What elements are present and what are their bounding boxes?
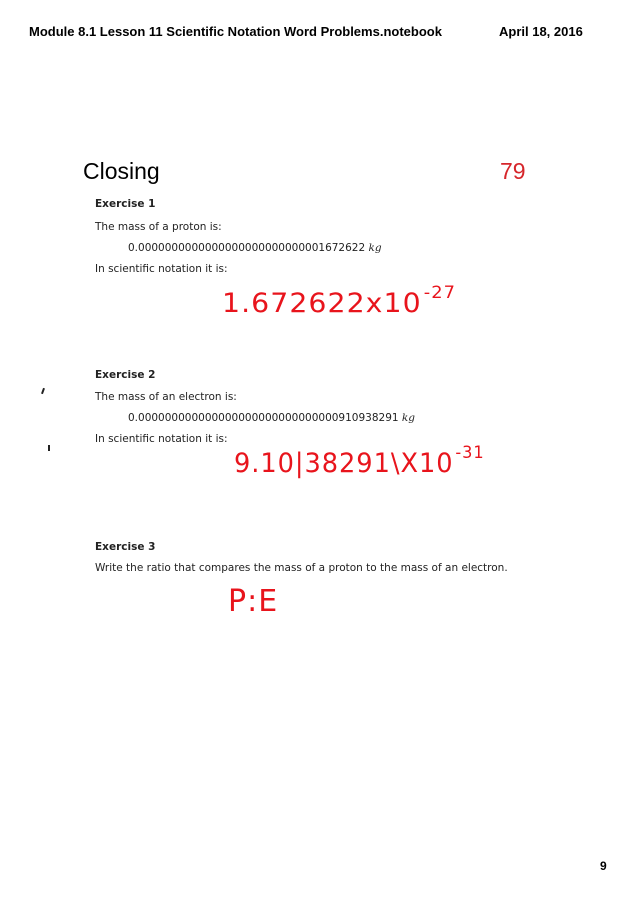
exercise-1-unit: kg [368,242,382,254]
exercise-2-value [128,412,415,424]
exercise-2-answer-mantissa: 9.10|38291\X10 [234,448,454,479]
page-number: 9 [600,859,607,873]
exercise-1-prompt: The mass of a proton is: [95,221,222,233]
margin-mark [41,388,45,394]
exercise-1-answer-exponent: -27 [423,283,457,303]
exercise-1-value [128,242,382,254]
exercise-1-followup: In scientific notation it is: [95,263,228,275]
exercise-2-answer-exponent: -31 [455,443,485,463]
exercise-3-prompt: Write the ratio that compares the mass of a proton to the mass of an electron. [95,562,508,574]
exercise-1-title: Exercise 1 [95,198,156,210]
exercise-2-answer [234,443,485,479]
exercise-2-title: Exercise 2 [95,369,156,381]
exercise-1-number: 0.0000000000000000000000000001672622 [128,242,366,254]
exercise-2-followup: In scientific notation it is: [95,433,228,445]
notebook-title: Module 8.1 Lesson 11 Scientific Notation Word Problems.notebook [29,24,442,39]
margin-mark [48,445,50,451]
notebook-date: April 18, 2016 [499,24,583,39]
exercise-2-number: 0.000000000000000000000000000000910938291 [128,412,399,424]
exercise-2-prompt: The mass of an electron is: [95,391,237,403]
exercise-3-title: Exercise 3 [95,541,156,553]
slide-heading: Closing [83,158,160,184]
slide-number: 79 [500,158,526,184]
exercise-3-answer: P:E [228,584,279,619]
exercise-2-unit: kg [401,412,415,424]
exercise-1-answer [222,283,456,319]
exercise-1-answer-mantissa: 1.672622x10 [222,288,422,319]
